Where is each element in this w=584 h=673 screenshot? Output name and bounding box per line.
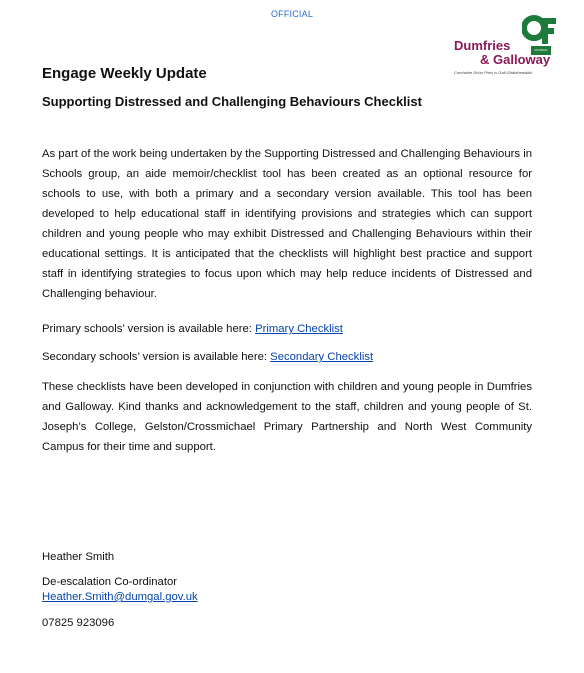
council-emblem-icon	[522, 14, 558, 46]
council-tag: COUNCIL	[531, 46, 551, 55]
signature-role: De-escalation Co-ordinator	[42, 576, 178, 588]
intro-paragraph: As part of the work being undertaken by the Supporting Distressed and Challenging Behaviours in Schools group, an aide memoir/checklist tool has been created as an optional resource for schools to use, with both a primary and a secondary version available. This tool has been developed to help educational staff in identifying provisions and strategies which can support children and young people who may exhibit Distressed and Challenging Behaviours within their educational settings. It is anticipated that the checklists will highlight best practice and support staff in identifying strategies to focus upon which may help reduce incidents of Distressed and Challenging behaviour.	[42, 148, 532, 300]
logo-line-1: Dumfries	[454, 38, 511, 53]
signature-email-link[interactable]: Heather.Smith@dumgal.gov.uk	[42, 591, 198, 603]
signature-name: Heather Smith	[42, 551, 115, 563]
logo-tagline: Comhairle Dhùn Phris is Gall-Ghàidhealaibh	[454, 70, 533, 75]
primary-checklist-link[interactable]: Primary Checklist	[255, 323, 343, 335]
primary-checklist-prefix: Primary schools’ version is available here:	[42, 323, 256, 335]
acknowledgement-paragraph: These checklists have been developed in conjunction with children and young people in Dumfries and Galloway. Kind thanks and acknowledgement to the staff, children and young people of St. Joseph’s College, Gelston/Crossmichael Primary Partnership and North West Community Campus for their time and support.	[42, 381, 532, 453]
signature-phone: 07825 923096	[42, 617, 115, 629]
logo-line-2: & Galloway	[480, 52, 551, 67]
primary-checklist-line	[42, 319, 532, 339]
secondary-checklist-link[interactable]: Secondary Checklist	[270, 351, 374, 363]
secondary-checklist-line	[42, 347, 532, 367]
council-logo	[448, 14, 566, 80]
signature-email-line	[42, 591, 198, 603]
classification-label: OFFICIAL	[270, 9, 314, 19]
page-subtitle: Supporting Distressed and Challenging Behaviours Checklist	[42, 94, 422, 109]
page-title: Engage Weekly Update	[42, 65, 207, 82]
secondary-checklist-prefix: Secondary schools’ version is available here:	[42, 351, 271, 363]
